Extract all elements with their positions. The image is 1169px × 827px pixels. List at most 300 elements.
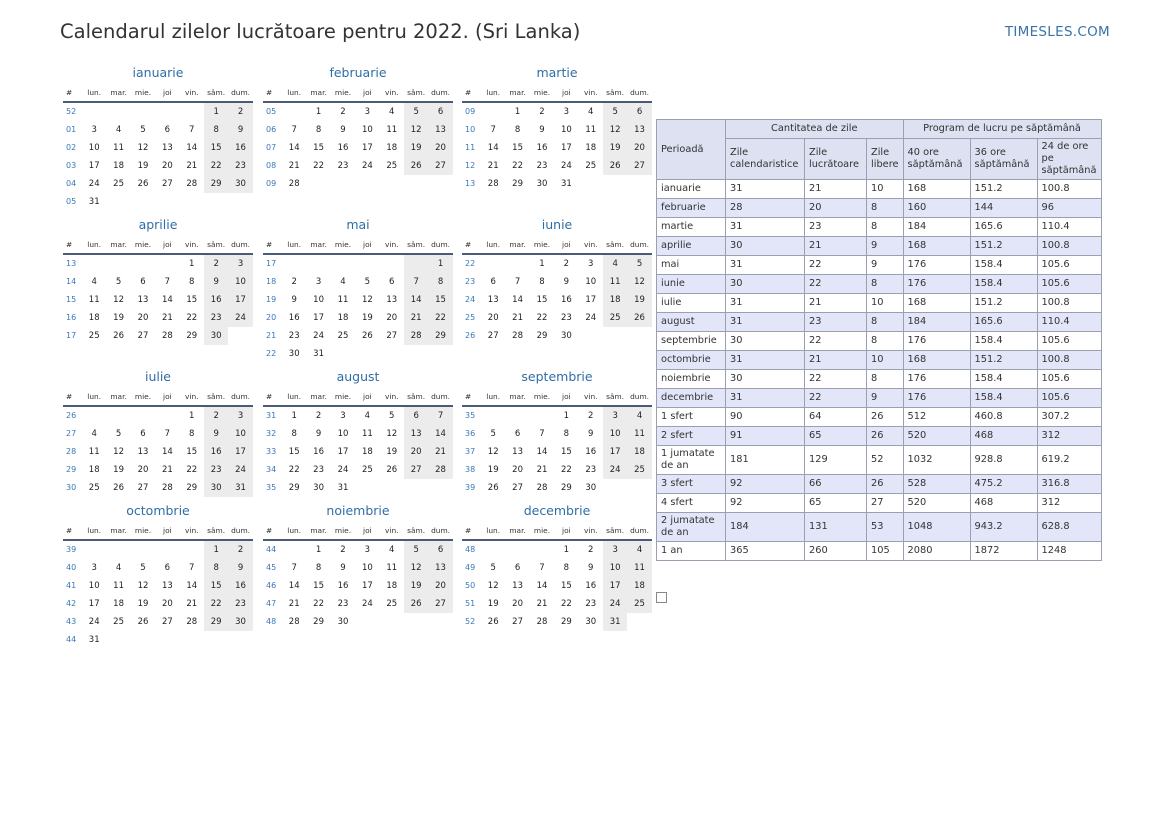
- day-cell: 16: [313, 447, 324, 457]
- day-cell: 22: [512, 161, 523, 171]
- day-cell: 25: [113, 617, 124, 627]
- table-cell: 316.8: [1037, 475, 1101, 494]
- weekday-header: vin.: [380, 236, 404, 255]
- week-number: 16: [66, 313, 77, 322]
- day-cell: 18: [113, 161, 124, 171]
- empty-cell: [404, 255, 428, 273]
- day-cell: 23: [337, 599, 349, 609]
- day-cell: 17: [228, 291, 252, 309]
- day-cell: 1: [563, 545, 570, 555]
- day-cell: 25: [603, 309, 627, 327]
- row-label: 1 jumatate de an: [657, 446, 726, 475]
- weekday-header: dum.: [428, 522, 452, 541]
- month-name: aprilie: [138, 217, 178, 232]
- empty-cell: [155, 255, 179, 273]
- week-number: 21: [266, 331, 277, 340]
- row-label: aprilie: [657, 237, 726, 256]
- table-cell: 65: [805, 494, 867, 513]
- week-number: 35: [465, 411, 476, 420]
- month-name: iunie: [541, 217, 573, 232]
- table-cell: 1872: [970, 542, 1037, 561]
- weekday-header: mar.: [106, 236, 130, 255]
- week-number: 09: [266, 179, 277, 188]
- day-cell: 22: [536, 313, 548, 323]
- week-number: 27: [66, 429, 77, 438]
- day-cell: 19: [487, 599, 499, 609]
- weekday-header: lun.: [481, 522, 505, 541]
- table-row: [657, 351, 1102, 370]
- day-cell: 30: [585, 617, 597, 627]
- day-cell: 24: [88, 617, 100, 627]
- month-name: noiembrie: [326, 503, 390, 518]
- day-cell: 12: [137, 143, 149, 153]
- day-cell: 24: [361, 161, 373, 171]
- weekday-header: sâm.: [603, 84, 627, 103]
- day-cell: 7: [189, 125, 195, 135]
- weekday-header: vin.: [579, 388, 603, 407]
- brand-link[interactable]: TIMESLES.COM: [1004, 24, 1110, 40]
- day-cell: 27: [404, 461, 428, 479]
- day-cell: 28: [487, 179, 499, 189]
- table-cell: 131: [805, 513, 867, 542]
- day-cell: 5: [404, 103, 428, 121]
- table-cell: 512: [903, 408, 970, 427]
- empty-cell: [331, 255, 355, 273]
- empty-cell: [228, 327, 252, 345]
- day-cell: 30: [536, 179, 548, 189]
- table-cell: 9: [867, 389, 904, 408]
- week-number: 37: [465, 447, 476, 456]
- day-cell: 17: [228, 443, 252, 461]
- weekday-header: vin.: [380, 522, 404, 541]
- weekday-header: dum.: [627, 388, 651, 407]
- week-number: 35: [266, 483, 277, 492]
- day-cell: 10: [603, 559, 627, 577]
- day-cell: 15: [204, 139, 228, 157]
- day-cell: 25: [88, 483, 100, 493]
- checkbox[interactable]: [656, 592, 667, 603]
- day-cell: 22: [204, 595, 228, 613]
- day-cell: 15: [204, 577, 228, 595]
- day-cell: 17: [313, 313, 324, 323]
- month-grid: [462, 236, 652, 345]
- empty-cell: [155, 193, 179, 211]
- day-cell: 6: [428, 103, 452, 121]
- empty-cell: [331, 345, 355, 363]
- day-cell: 12: [361, 295, 373, 305]
- day-cell: 8: [539, 277, 545, 287]
- row-label: noiembrie: [657, 370, 726, 389]
- day-cell: 4: [588, 107, 594, 117]
- day-cell: 16: [536, 143, 548, 153]
- day-cell: 26: [361, 331, 373, 341]
- day-cell: 19: [386, 447, 398, 457]
- weekday-header: joi: [155, 522, 179, 541]
- empty-cell: [82, 103, 106, 121]
- empty-cell: [481, 255, 505, 273]
- day-cell: 10: [361, 125, 373, 135]
- day-cell: 9: [228, 121, 252, 139]
- table-cell: 8: [867, 313, 904, 332]
- month-name: ianuarie: [132, 65, 184, 80]
- weekday-header: mie.: [331, 84, 355, 103]
- day-cell: 25: [386, 161, 398, 171]
- empty-cell: [428, 613, 452, 631]
- day-cell: 27: [137, 331, 149, 341]
- day-cell: 26: [487, 617, 499, 627]
- table-cell: 31: [726, 313, 805, 332]
- day-cell: 6: [514, 563, 521, 573]
- day-cell: 1: [204, 541, 228, 559]
- day-cell: 12: [404, 559, 428, 577]
- day-cell: 22: [186, 313, 198, 323]
- week-number: 03: [66, 161, 77, 170]
- table-row: [657, 313, 1102, 332]
- day-cell: 28: [428, 461, 452, 479]
- empty-cell: [282, 541, 306, 559]
- weekday-header: sâm.: [404, 388, 428, 407]
- empty-cell: [380, 613, 404, 631]
- col-free-days: Zile libere: [867, 139, 904, 180]
- table-cell: 105.6: [1037, 389, 1101, 408]
- day-cell: 18: [603, 291, 627, 309]
- day-cell: 17: [88, 161, 100, 171]
- empty-cell: [404, 345, 428, 363]
- table-row: [657, 408, 1102, 427]
- col-period: Perioadă: [657, 120, 726, 180]
- day-cell: 4: [364, 411, 371, 421]
- table-cell: 151.2: [970, 351, 1037, 370]
- table-row: [657, 427, 1102, 446]
- week-number: 25: [465, 313, 476, 322]
- weekday-header: vin.: [380, 388, 404, 407]
- empty-cell: [82, 541, 106, 559]
- day-cell: 18: [627, 443, 651, 461]
- day-cell: 7: [291, 563, 297, 573]
- table-cell: 144: [970, 199, 1037, 218]
- day-cell: 23: [585, 599, 597, 609]
- table-cell: 105.6: [1037, 256, 1101, 275]
- day-cell: 12: [113, 447, 124, 457]
- day-cell: 26: [113, 483, 124, 493]
- day-cell: 11: [627, 425, 651, 443]
- day-cell: 1: [189, 259, 195, 269]
- table-cell: 168: [903, 294, 970, 313]
- day-cell: 9: [204, 425, 228, 443]
- day-cell: 22: [560, 599, 572, 609]
- day-cell: 27: [161, 617, 173, 627]
- week-number: 50: [465, 581, 476, 590]
- day-cell: 13: [487, 295, 499, 305]
- day-cell: 29: [204, 175, 228, 193]
- weekday-header: mar.: [505, 236, 529, 255]
- day-cell: 15: [512, 143, 523, 153]
- table-row: [657, 513, 1102, 542]
- week-number: 48: [465, 545, 476, 554]
- day-cell: 14: [512, 295, 523, 305]
- weekday-header: joi: [355, 388, 379, 407]
- week-number-header: #: [63, 84, 82, 103]
- table-cell: 100.8: [1037, 180, 1101, 199]
- day-cell: 17: [560, 143, 572, 153]
- table-cell: 23: [805, 218, 867, 237]
- empty-cell: [228, 631, 252, 649]
- empty-cell: [106, 193, 130, 211]
- day-cell: 23: [204, 309, 228, 327]
- day-cell: 1: [563, 411, 570, 421]
- day-cell: 7: [490, 125, 496, 135]
- day-cell: 1: [315, 545, 322, 555]
- day-cell: 10: [585, 277, 597, 287]
- day-cell: 20: [386, 313, 398, 323]
- day-cell: 1: [189, 411, 195, 421]
- day-cell: 4: [91, 429, 97, 439]
- empty-cell: [481, 103, 505, 121]
- day-cell: 15: [313, 143, 324, 153]
- month-name: mai: [346, 217, 370, 232]
- weekday-header: dum.: [627, 236, 651, 255]
- table-cell: 176: [903, 370, 970, 389]
- day-cell: 2: [228, 541, 252, 559]
- weekday-header: sâm.: [404, 522, 428, 541]
- empty-cell: [380, 479, 404, 497]
- table-cell: 460.8: [970, 408, 1037, 427]
- week-number: 30: [66, 483, 77, 492]
- week-number: 41: [66, 581, 77, 590]
- weekday-header: sâm.: [204, 236, 228, 255]
- table-cell: 168: [903, 351, 970, 370]
- empty-cell: [355, 613, 379, 631]
- table-cell: 31: [726, 218, 805, 237]
- empty-cell: [180, 103, 204, 121]
- day-cell: 21: [428, 443, 452, 461]
- week-number: 39: [465, 483, 476, 492]
- day-cell: 5: [364, 277, 371, 287]
- month-grid: [263, 236, 453, 363]
- table-row: [657, 256, 1102, 275]
- weekday-header: mar.: [106, 522, 130, 541]
- table-cell: 105: [867, 542, 904, 561]
- col-working-days: Zile lucrătoare: [805, 139, 867, 180]
- month-iunie: [462, 216, 652, 345]
- month-name: octombrie: [126, 503, 190, 518]
- week-number: 46: [266, 581, 277, 590]
- empty-cell: [355, 479, 379, 497]
- day-cell: 28: [404, 327, 428, 345]
- day-cell: 14: [404, 291, 428, 309]
- day-cell: 1: [428, 255, 452, 273]
- week-number: 44: [266, 545, 277, 554]
- weekday-header: dum.: [627, 522, 651, 541]
- week-number: 28: [66, 447, 77, 456]
- week-number: 52: [66, 107, 77, 116]
- weekday-header: mie.: [530, 84, 554, 103]
- week-number-header: #: [263, 84, 282, 103]
- day-cell: 14: [487, 143, 499, 153]
- day-cell: 31: [603, 613, 627, 631]
- weekday-header: mar.: [306, 84, 330, 103]
- month-grid: [63, 522, 253, 649]
- month-name: februarie: [329, 65, 387, 80]
- day-cell: 9: [563, 277, 570, 287]
- table-row: [657, 199, 1102, 218]
- table-cell: 10: [867, 294, 904, 313]
- week-number: 26: [465, 331, 476, 340]
- day-cell: 3: [340, 411, 346, 421]
- table-row: [657, 446, 1102, 475]
- table-cell: 176: [903, 275, 970, 294]
- day-cell: 28: [536, 617, 548, 627]
- day-cell: 11: [603, 273, 627, 291]
- day-cell: 3: [91, 125, 97, 135]
- month-grid: [462, 388, 652, 497]
- day-cell: 22: [560, 465, 572, 475]
- day-cell: 18: [386, 581, 398, 591]
- day-cell: 7: [514, 277, 521, 287]
- weekday-header: mar.: [505, 84, 529, 103]
- day-cell: 7: [404, 273, 428, 291]
- table-cell: 628.8: [1037, 513, 1101, 542]
- table-cell: 53: [867, 513, 904, 542]
- day-cell: 15: [313, 581, 324, 591]
- day-cell: 23: [228, 157, 252, 175]
- day-cell: 15: [560, 447, 572, 457]
- table-cell: 165.6: [970, 313, 1037, 332]
- day-cell: 25: [337, 331, 349, 341]
- day-cell: 11: [88, 295, 100, 305]
- day-cell: 5: [627, 255, 651, 273]
- row-label: decembrie: [657, 389, 726, 408]
- table-cell: 176: [903, 256, 970, 275]
- weekday-header: lun.: [282, 522, 306, 541]
- weekday-header: mie.: [331, 388, 355, 407]
- week-number: 10: [465, 125, 476, 134]
- table-row: [657, 294, 1102, 313]
- table-cell: 943.2: [970, 513, 1037, 542]
- day-cell: 8: [563, 563, 570, 573]
- day-cell: 19: [361, 313, 373, 323]
- day-cell: 21: [536, 599, 548, 609]
- day-cell: 28: [186, 179, 198, 189]
- day-cell: 28: [288, 617, 300, 627]
- table-cell: 158.4: [970, 256, 1037, 275]
- row-label: septembrie: [657, 332, 726, 351]
- month-februarie: [263, 64, 453, 193]
- week-number: 32: [266, 429, 277, 438]
- day-cell: 5: [115, 277, 122, 287]
- table-cell: 31: [726, 256, 805, 275]
- table-cell: 65: [805, 427, 867, 446]
- day-cell: 16: [204, 443, 228, 461]
- table-cell: 181: [726, 446, 805, 475]
- month-martie: [462, 64, 652, 193]
- week-number: 20: [266, 313, 277, 322]
- day-cell: 13: [404, 425, 428, 443]
- weekday-header: mie.: [331, 522, 355, 541]
- week-number: 23: [465, 277, 476, 286]
- weekday-header: vin.: [180, 84, 204, 103]
- day-cell: 3: [315, 277, 322, 287]
- day-cell: 5: [115, 429, 122, 439]
- weekday-header: sâm.: [204, 522, 228, 541]
- table-cell: 21: [805, 294, 867, 313]
- day-cell: 9: [291, 295, 297, 305]
- table-cell: 928.8: [970, 446, 1037, 475]
- week-number: 33: [266, 447, 277, 456]
- day-cell: 9: [204, 273, 228, 291]
- day-cell: 11: [386, 125, 398, 135]
- table-cell: 8: [867, 370, 904, 389]
- week-number: 36: [465, 429, 476, 438]
- weekday-header: mie.: [530, 522, 554, 541]
- day-cell: 21: [186, 599, 198, 609]
- col-36h: 36 ore săptămână: [970, 139, 1037, 180]
- day-cell: 9: [340, 125, 346, 135]
- empty-cell: [627, 175, 651, 193]
- row-label: august: [657, 313, 726, 332]
- table-cell: 92: [726, 475, 805, 494]
- day-cell: 19: [137, 161, 149, 171]
- table-cell: 176: [903, 389, 970, 408]
- day-cell: 12: [386, 429, 398, 439]
- weekday-header: lun.: [282, 236, 306, 255]
- week-number: 01: [66, 125, 77, 134]
- day-cell: 15: [428, 291, 452, 309]
- page-title: Calendarul zilelor lucrătoare pentru 2022. (Sri Lanka): [60, 20, 581, 43]
- day-cell: 18: [88, 313, 100, 323]
- table-cell: 28: [726, 199, 805, 218]
- day-cell: 31: [88, 197, 100, 207]
- day-cell: 27: [428, 595, 452, 613]
- week-number: 13: [465, 179, 476, 188]
- table-cell: 23: [805, 313, 867, 332]
- week-number: 05: [266, 107, 277, 116]
- table-cell: 165.6: [970, 218, 1037, 237]
- weekday-header: vin.: [579, 522, 603, 541]
- weekday-header: mie.: [131, 84, 155, 103]
- week-number: 31: [266, 411, 277, 420]
- day-cell: 11: [113, 581, 124, 591]
- day-cell: 27: [137, 483, 149, 493]
- row-label: ianuarie: [657, 180, 726, 199]
- day-cell: 15: [186, 447, 198, 457]
- table-cell: 151.2: [970, 180, 1037, 199]
- day-cell: 23: [288, 331, 300, 341]
- weekday-header: mar.: [106, 84, 130, 103]
- day-cell: 14: [536, 447, 548, 457]
- day-cell: 23: [585, 465, 597, 475]
- table-cell: 151.2: [970, 294, 1037, 313]
- table-cell: 27: [867, 494, 904, 513]
- month-grid: [263, 522, 453, 631]
- day-cell: 11: [88, 447, 100, 457]
- week-number-header: #: [63, 522, 82, 541]
- month-name: septembrie: [521, 369, 593, 384]
- weekday-header: mar.: [505, 522, 529, 541]
- table-cell: 92: [726, 494, 805, 513]
- empty-cell: [404, 613, 428, 631]
- day-cell: 15: [288, 447, 300, 457]
- day-cell: 13: [428, 559, 452, 577]
- day-cell: 25: [361, 465, 373, 475]
- day-cell: 8: [563, 429, 570, 439]
- day-cell: 2: [204, 255, 228, 273]
- table-row: [657, 180, 1102, 199]
- empty-cell: [627, 479, 651, 497]
- empty-cell: [380, 345, 404, 363]
- weekday-header: vin.: [180, 236, 204, 255]
- table-cell: 22: [805, 370, 867, 389]
